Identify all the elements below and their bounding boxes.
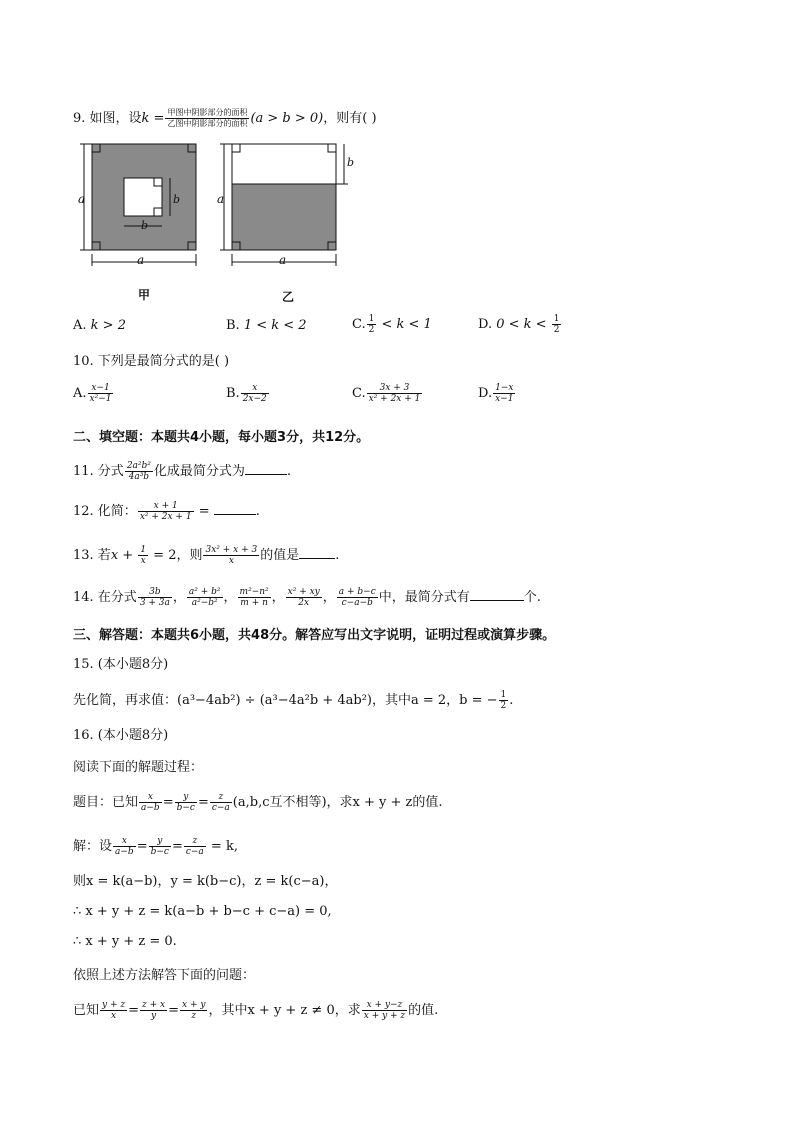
q10-option-b[interactable]: B. $\frac{x}{2x-2}$ [226, 383, 267, 404]
figure-jia [76, 140, 206, 270]
figure-jia-label-a-bottom: a [137, 253, 145, 267]
figure-jia-label-a-left: a [78, 192, 86, 206]
q15-head: 15. (本小题8分) [73, 657, 169, 672]
q9-k: k = [141, 111, 165, 126]
q9-option-a[interactable]: A. k > 2 [73, 318, 126, 333]
q16-solution-step-4: ∴ x + y + z = 0. [73, 934, 177, 949]
q10-option-d[interactable]: D. $\frac{1-x}{x-1}$ [478, 383, 514, 404]
q16-follow: 依照上述方法解答下面的问题： [73, 968, 256, 983]
figure-yi-label-a-left: a [217, 192, 225, 206]
q12: 12. 化简： $\frac{x + 1}{\text{x² + 2x + 1}}$ = . [73, 501, 260, 522]
figure-yi-label-a-bottom: a [279, 253, 287, 267]
q9-ratio: $\frac{\text{甲图中阴影部分的面积}}{\text{乙图中阴影部分的面积}}$ [167, 108, 248, 128]
q9-stem [73, 108, 377, 129]
q11-answer-blank[interactable] [245, 460, 287, 475]
q16-head: 16. (本小题8分) [73, 728, 169, 743]
q14-answer-blank[interactable] [470, 586, 524, 601]
q16-problem: 题目：已知 $\frac{x}{a-b}$ = $\frac{y}{b-c}$ = $\frac{z}{c-a}$ (a,b,c互不相等)，求x + y + z的值. [73, 792, 443, 813]
q16-solution-step-2: 则x = k(a−b)，y = k(b−c)，z = k(c−a)， [73, 874, 338, 889]
q16-read: 阅读下面的解题过程： [73, 760, 204, 775]
figure-yi [214, 140, 354, 270]
q13-answer-blank[interactable] [299, 544, 335, 559]
q12-answer-blank[interactable] [214, 500, 256, 515]
figure-jia-label-b-right: b [173, 193, 181, 206]
q9-prefix: 9. 如图，设 [73, 111, 142, 126]
caption-jia: 甲 [138, 288, 151, 302]
q13: 13. 若x + $\frac{1}{x}$ = 2，则 $\frac{\text{3x² + x + 3}}{x}$ 的值是 . [73, 545, 340, 566]
q11: 11. 分式 $\frac{\text{2a²b²}}{\text{4a³b}}$ 化成最简分式为 . [73, 461, 292, 482]
q9-option-d[interactable]: D. 0 < k < $\frac{1}{2}$ [478, 314, 560, 335]
q9-option-c[interactable]: C. $\frac{1}{2}$ < k < 1 [352, 314, 432, 335]
q14: 14. 在分式 $\frac{3b}{3 + 3a}$ ， $\frac{\text{a² + b²}}{\text{a²−b²}}$ ， $\frac{\text{m²−n²}}{m + n}$ ， $\frac{\text{x² + xy}}{2x}$ ， $\frac{a + b-c}{c-a-b}$ 中，最简分式有 个. [73, 587, 541, 608]
q10-option-c[interactable]: C. $\frac{3x + 3}{\text{x² + 2x + 1}}$ [352, 383, 421, 404]
q16-solution-set: 解：设 $\frac{x}{a-b}$ = $\frac{y}{b-c}$ = $\frac{z}{c-a}$ = k, [73, 836, 238, 857]
q16-task: 已知 $\frac{y + z}{x}$ = $\frac{z + x}{y}$ = $\frac{x + y}{z}$ ，其中x + y + z ≠ 0，求 $\frac{x + y-z}{x + y + z}$ 的值. [73, 1000, 439, 1021]
figure-yi-label-b: b [347, 156, 355, 169]
q16-solution-step-3: ∴ x + y + z = k(a−b + b−c + c−a) = 0, [73, 904, 332, 919]
figure-jia-label-b-bottom: b [141, 219, 149, 232]
q9-option-b[interactable]: B. 1 < k < 2 [226, 318, 307, 333]
section-fill-in: 二、填空题：本题共4小题，每小题3分，共12分。 [73, 430, 370, 445]
caption-yi: 乙 [282, 290, 295, 304]
q9-condition: (a > b > 0) [250, 111, 324, 126]
q15-body: 先化简，再求值：(a³−4ab²) ÷ (a³−4a²b + 4ab²)，其中a = 2，b = − $\frac{1}{2}$ . [73, 690, 514, 711]
q10-option-a[interactable]: A. $\frac{x-1}{\text{x²−1}}$ [73, 383, 112, 404]
q10-stem: 10. 下列是最简分式的是( ) [73, 354, 230, 369]
section-solve: 三、解答题：本题共6小题，共48分。解答应写出文字说明，证明过程或演算步骤。 [73, 628, 556, 643]
q9-suffix: ，则有( ) [323, 111, 377, 126]
